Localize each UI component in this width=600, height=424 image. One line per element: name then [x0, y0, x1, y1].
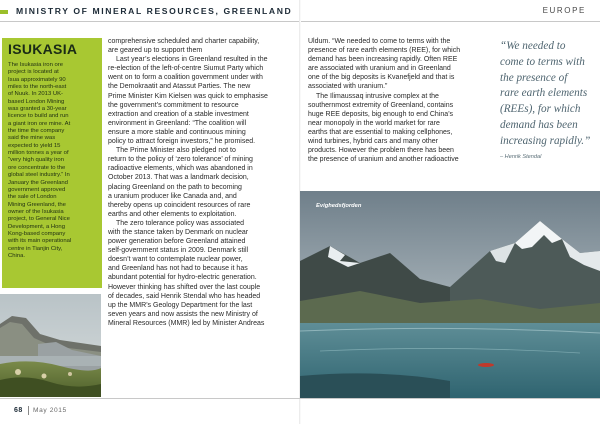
article-paragraph: [108, 146, 296, 219]
article-line: The zero tolerance policy was associated: [116, 219, 245, 227]
article-line: power generation before Greenland attained: [108, 238, 246, 246]
pull-quote-line: rare earth elements: [500, 87, 588, 100]
sidebar-line: the sale of London: [8, 194, 57, 201]
sidebar-line: Development, a Hong: [8, 223, 65, 230]
article-line: Uldum. “We needed to come to terms with the: [308, 38, 451, 45]
sidebar-line: the time the company: [8, 128, 65, 135]
sidebar-line: a giant iron ore mine. At: [8, 120, 71, 127]
sidebar-line: with its main operational: [8, 238, 72, 245]
article-line: earths that are essential to making cellphones,: [308, 128, 453, 136]
pull-quote: [500, 39, 592, 160]
sidebar-line: January the Greenland: [8, 179, 68, 186]
sidebar-line: licence to build and run: [8, 113, 69, 120]
article-line: policy to attract foreign investors,” he promised.: [108, 138, 256, 146]
footer-right: [300, 397, 600, 424]
pull-quote-text: [500, 39, 592, 150]
issue-date: May 2015: [33, 407, 67, 414]
article-line: re-election of the left-of-centre Siumut Party which: [108, 65, 264, 73]
article-line: are associated with uranium and in Greenland: [308, 65, 451, 73]
article-line: the government’s commitment to resource: [108, 101, 239, 109]
sidebar-line: Kong-based company: [8, 230, 66, 237]
article-line: demand has been increasing rapidly. Often REE: [308, 56, 458, 64]
pull-quote-line: “We needed to: [500, 40, 566, 52]
article-column-a: [108, 37, 296, 328]
article-line: near monopoly in the world market for rare: [308, 119, 440, 127]
running-title: MINISTRY OF MINERAL RESOURCES, GREENLAND: [16, 6, 293, 16]
pull-quote-line: (REEs), for which: [500, 103, 581, 116]
article-line: a uranium producer like Canada and, and: [108, 192, 237, 200]
sidebar-line: project is located at: [8, 69, 59, 76]
article-line: radioactive elements, which was abandoned in: [108, 165, 253, 173]
mountain-landscape-image: [0, 294, 101, 397]
article-line: presence of rare earth elements (REE), for which: [308, 47, 461, 55]
sidebar-line: based London Mining: [8, 98, 65, 105]
article-line: with the stance taken by Denmark on nuclear: [108, 228, 249, 236]
article-line: placing Greenland on the path to becoming: [108, 183, 242, 191]
article-paragraph: [108, 55, 296, 146]
article-line: products. However the problem there has been: [308, 147, 454, 155]
article-line: return to the policy of ‘zero tolerance’ of mining: [108, 156, 253, 164]
article-line: huge REE deposits, big enough to end China’s: [308, 110, 454, 118]
fjord-photo: [300, 191, 600, 398]
article-line: Last year’s elections in Greenland resulted in the: [116, 56, 268, 64]
photo-caption: Evighedsfjorden: [316, 203, 362, 209]
sidebar-line: miles to the north-east: [8, 84, 67, 91]
article-line: the Demokraatit and Atassut Parties. The new: [108, 83, 251, 91]
article-line: doesn’t want to contemplate nuclear power,: [108, 256, 243, 264]
sidebar-line: government approved: [8, 186, 66, 193]
running-header-left: [0, 0, 300, 22]
article-paragraph: [108, 37, 296, 55]
article-line: and Greenland has not had to because it has: [108, 265, 248, 273]
article-column-b: [308, 37, 494, 164]
article-line: ensure a more stable and continuous mining: [108, 128, 246, 136]
sidebar-line: was granted a 30-year: [8, 106, 67, 113]
pull-quote-line: demand has been: [500, 118, 578, 131]
article-line: The Ilimaussaq intrusive complex at the: [316, 92, 439, 100]
sidebar-line: project, to General Nice: [8, 216, 70, 223]
article-line: Mineral Resources (MMR) led by Minister Andreas: [108, 319, 265, 327]
page-number: 68: [14, 407, 23, 414]
sidebar-line: million tonnes a year of: [8, 150, 69, 157]
article-line: environment in Greenland: “The coalition will: [108, 119, 247, 127]
landscape-photo-left: [0, 294, 101, 397]
pull-quote-line: the presence of: [500, 71, 568, 84]
pull-quote-line: increasing rapidly.”: [500, 134, 591, 147]
article-paragraph: [108, 219, 296, 328]
sidebar-line: owner of the Isukasia: [8, 208, 64, 215]
article-line: one of the big deposits is Kvanefjeld and that is: [308, 74, 455, 82]
sidebar-line: Isua approximately 90: [8, 76, 66, 83]
sidebar-line: of Nuuk. In 2013 UK-: [8, 91, 64, 98]
article-line: self-government status in 2009. Denmark still: [108, 247, 249, 255]
header-accent-bar: [0, 10, 8, 14]
sidebar-line: “very high quality iron: [8, 157, 64, 164]
sidebar-box: [2, 38, 102, 288]
sidebar-line: Mining Greenland, the: [8, 201, 66, 208]
section-label: EUROPE: [542, 6, 586, 15]
pull-quote-line: come to terms with: [500, 55, 585, 68]
article-line: earths and other elements to exploitation.: [108, 210, 237, 218]
article-line: The Prime Minister also pledged not to: [116, 147, 236, 155]
sidebar-line: China.: [8, 252, 26, 259]
article-line: southernmost extremity of Greenland, contains: [308, 101, 454, 109]
article-line: October 2013. That was a landmark decision,: [108, 174, 249, 182]
kayak-shape: [478, 363, 494, 367]
article-paragraph: [308, 92, 494, 165]
sidebar-heading: ISUKASIA: [8, 41, 78, 57]
fjord-landscape-image: [300, 191, 600, 398]
article-line: associated with uranium.”: [308, 83, 388, 91]
article-line: thereby opens up coincident resources of rare: [108, 201, 251, 209]
article-line: up the MMR’s Geology Department for the last: [108, 301, 253, 309]
footer-left: [0, 397, 300, 424]
sidebar-line: said the mine was: [8, 135, 56, 142]
article-line: of decades, said Henrik Stendal who has headed: [108, 292, 261, 300]
sidebar-line: The Isukasia iron ore: [8, 62, 64, 68]
article-line: wind turbines, hybrid cars and many other: [308, 138, 438, 146]
footer-rule: [0, 398, 300, 399]
article-line: Prime Minister Kim Kielsen was quick to emphasise: [108, 92, 268, 100]
pull-quote-attribution: – Henrik Stendal: [500, 153, 542, 160]
sidebar-line: expected to yield 15: [8, 142, 61, 149]
article-line: the presence of uranium and another radioactive: [308, 156, 459, 164]
sidebar-line: global steel industry.” In: [8, 172, 70, 179]
article-line: comprehensive scheduled and charter capability,: [108, 38, 260, 45]
article-line: are geared up to support them: [108, 47, 203, 55]
sidebar-line: ore concentrate to the: [8, 164, 66, 171]
article-line: went on to form a coalition government under with: [108, 74, 263, 82]
running-header-right: [300, 0, 600, 22]
footer-rule-right: [300, 398, 600, 399]
article-line: abundant potential for hydro-electric generation.: [108, 274, 257, 282]
footer-separator: [28, 406, 29, 415]
sidebar-line: centre in Tianjin City,: [8, 245, 63, 252]
article-line: seven years and now assists the new Ministry of: [108, 310, 258, 318]
article-line: extraction and creation of a stable investment: [108, 110, 249, 118]
article-line: However thinking has shifted over the last couple: [108, 283, 261, 291]
sidebar-body: [8, 62, 96, 260]
article-paragraph: [308, 37, 494, 92]
